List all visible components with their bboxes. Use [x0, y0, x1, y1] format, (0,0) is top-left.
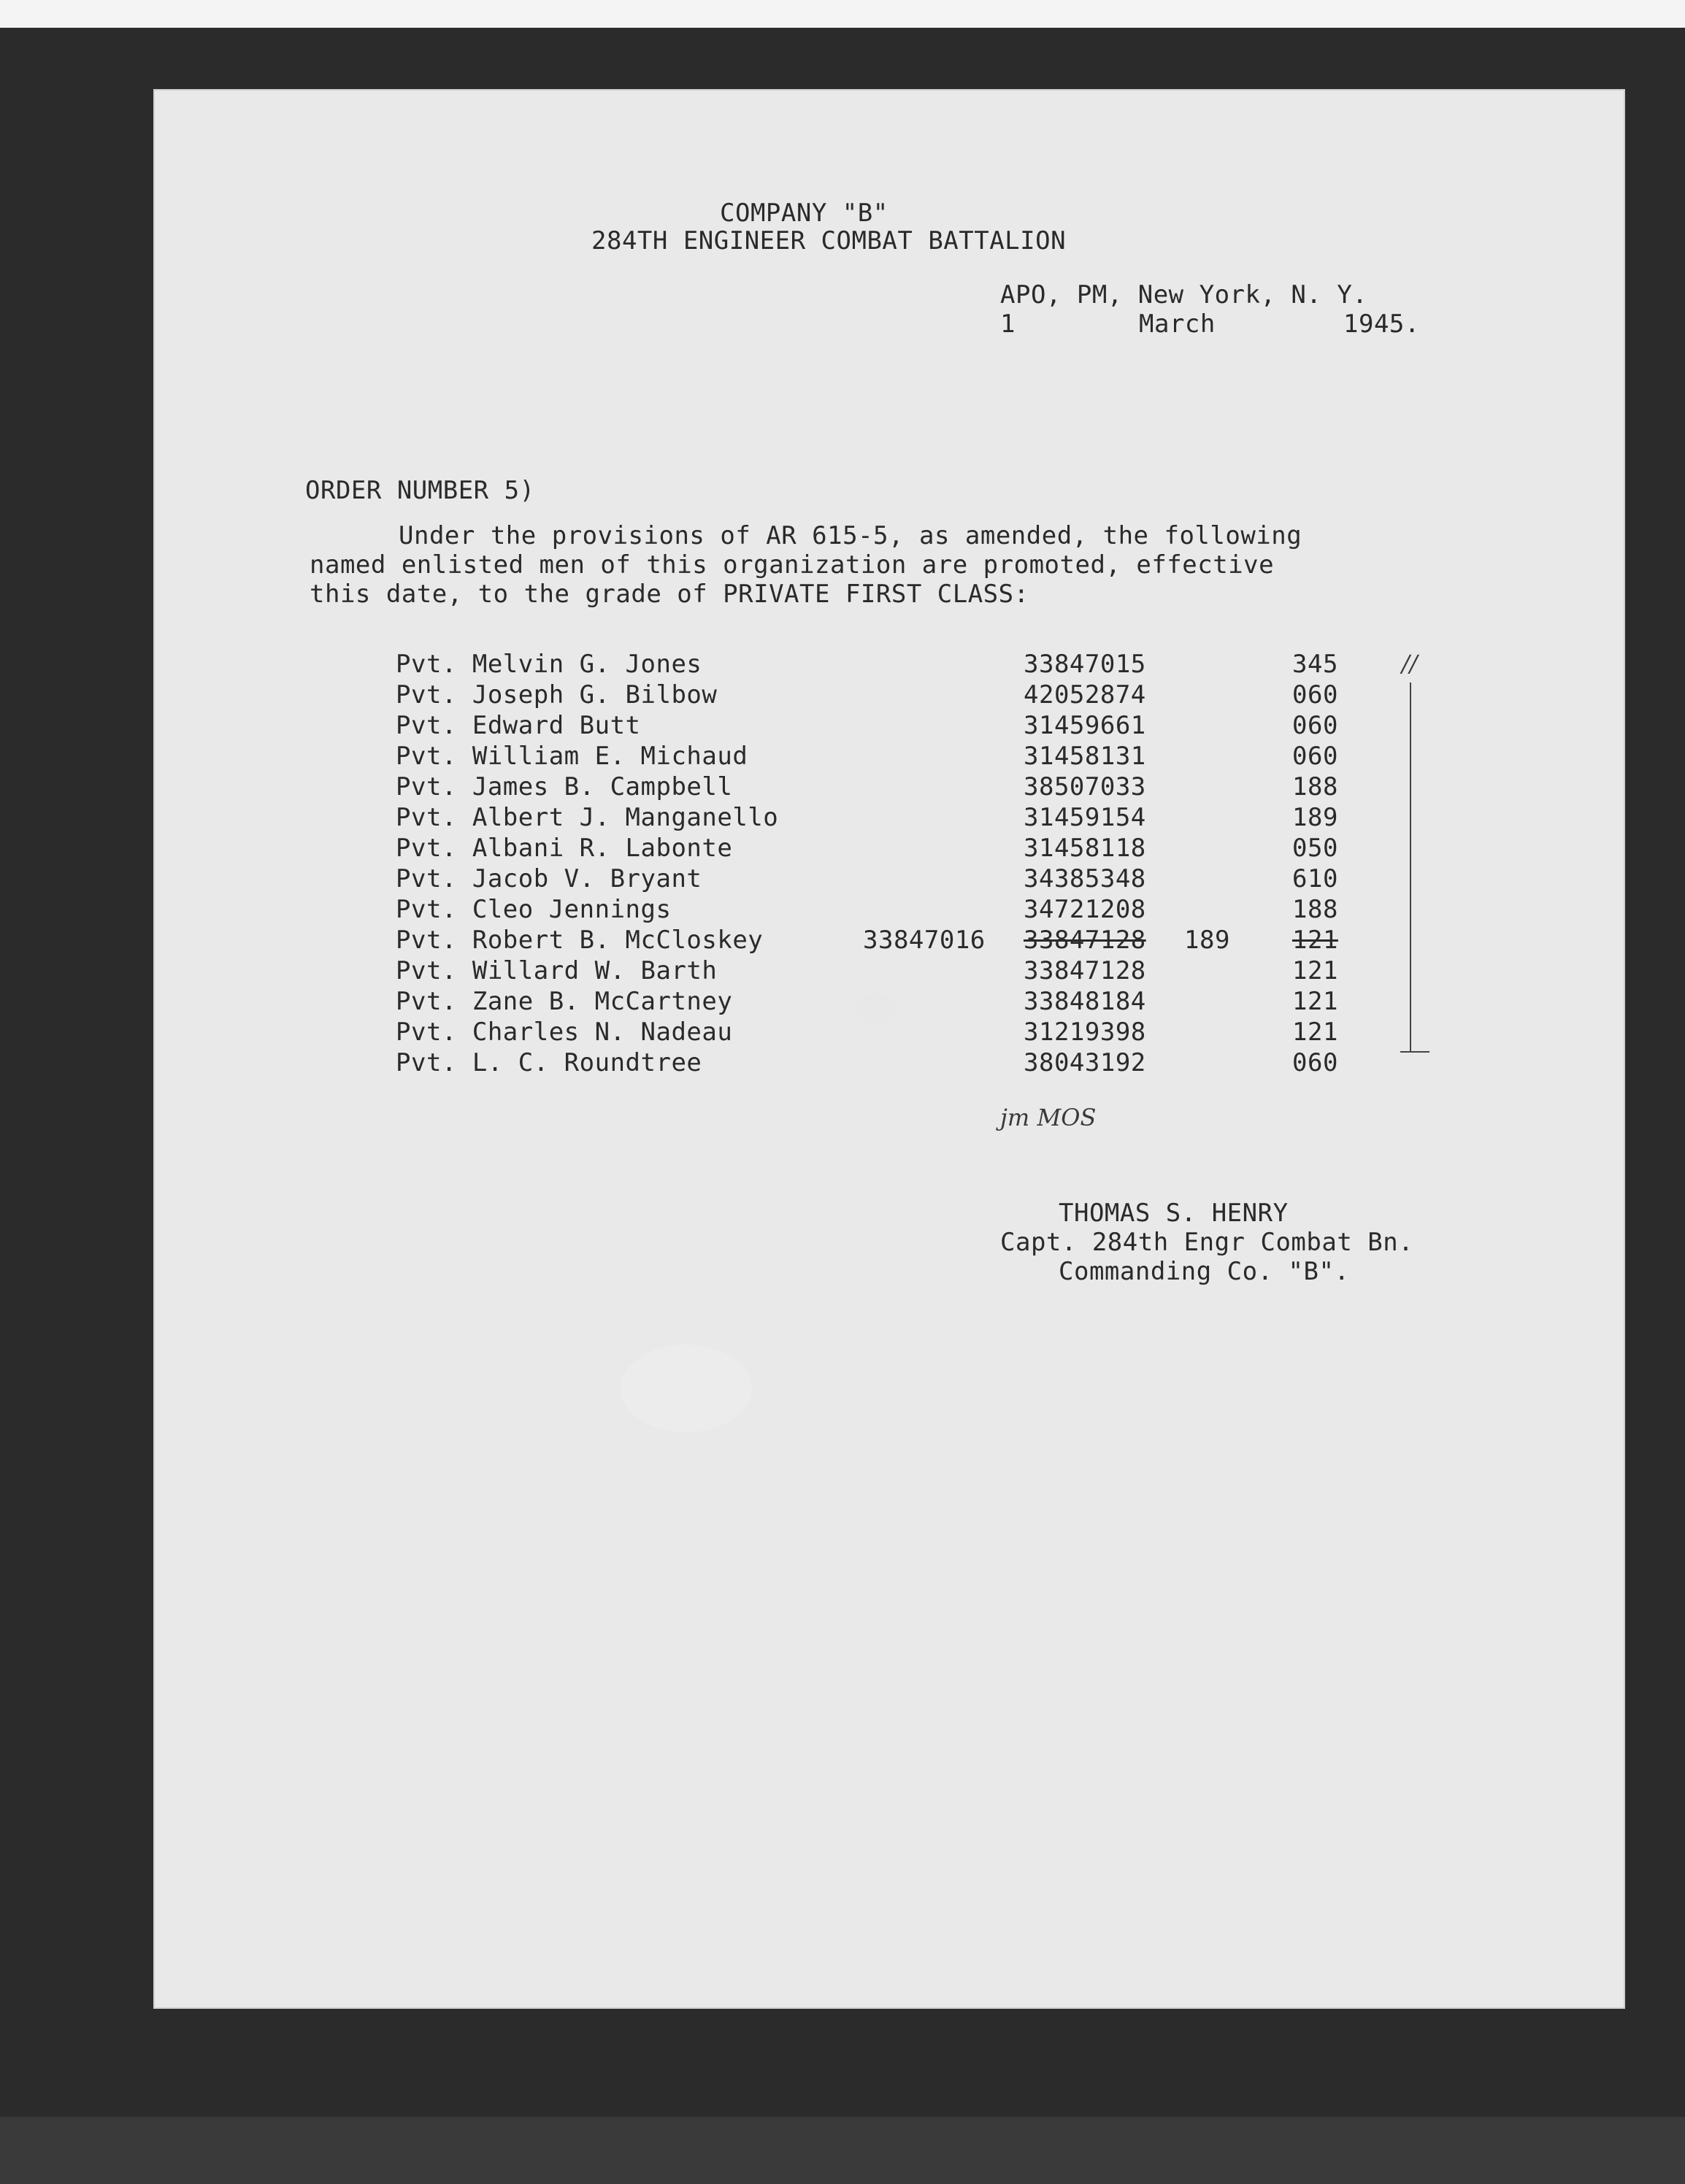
initials-annotation: jm MOS — [1000, 1104, 1097, 1131]
roster-serial: 31459661 — [1024, 711, 1146, 740]
scan-speckle — [621, 1345, 752, 1432]
roster-name: Pvt. Albani R. Labonte — [396, 834, 733, 863]
roster-mos-struck: 121 — [1292, 926, 1338, 955]
order-number: ORDER NUMBER 5) — [305, 476, 535, 505]
roster-serial: 31459154 — [1024, 803, 1146, 832]
bracket-line — [1410, 682, 1411, 1051]
roster-row — [396, 987, 1491, 1018]
roster-serial: 31458118 — [1024, 834, 1146, 863]
roster-serial: 38043192 — [1024, 1048, 1146, 1077]
roster-serial: 33847015 — [1024, 650, 1146, 679]
roster-name: Pvt. Zane B. McCartney — [396, 987, 733, 1016]
roster-name: Pvt. Joseph G. Bilbow — [396, 680, 718, 710]
signature-rank-unit: Capt. 284th Engr Combat Bn. — [1000, 1228, 1414, 1257]
roster-serial: 34721208 — [1024, 895, 1146, 924]
scan-border-bottom — [0, 2117, 1685, 2184]
roster-row — [396, 1018, 1491, 1048]
roster-name: Pvt. L. C. Roundtree — [396, 1048, 702, 1077]
roster-row-corrected — [396, 926, 1491, 956]
battalion-heading: 284TH ENGINEER COMBAT BATTALION — [591, 226, 1067, 255]
roster-mos: 121 — [1292, 987, 1338, 1016]
roster-row — [396, 803, 1491, 834]
roster-mos: 121 — [1292, 1018, 1338, 1047]
roster-mos: 050 — [1292, 834, 1338, 863]
roster-name: Pvt. Cleo Jennings — [396, 895, 672, 924]
bracket-foot — [1400, 1051, 1429, 1053]
roster-row — [396, 834, 1491, 864]
roster-row — [396, 895, 1491, 926]
roster-mos: 121 — [1292, 956, 1338, 985]
roster-mos: 060 — [1292, 680, 1338, 710]
roster-name: Pvt. Melvin G. Jones — [396, 650, 702, 679]
order-body-line-3: this date, to the grade of PRIVATE FIRST CLASS: — [310, 580, 1029, 609]
roster-mos: 345 — [1292, 650, 1338, 679]
roster-serial: 33847128 — [1024, 956, 1146, 985]
roster-serial: 38507033 — [1024, 772, 1146, 801]
roster-name: Pvt. Charles N. Nadeau — [396, 1018, 733, 1047]
roster-name: Pvt. Jacob V. Bryant — [396, 864, 702, 893]
roster-serial: 31219398 — [1024, 1018, 1146, 1047]
roster-serial: 34385348 — [1024, 864, 1146, 893]
roster-name: Pvt. Albert J. Manganello — [396, 803, 779, 832]
roster-row — [396, 680, 1491, 711]
scan-border-top — [0, 0, 1685, 28]
signature-role: Commanding Co. "B". — [1059, 1257, 1350, 1286]
roster-serial: 33848184 — [1024, 987, 1146, 1016]
location-line: APO, PM, New York, N. Y. — [1000, 280, 1368, 309]
roster-serial: 42052874 — [1024, 680, 1146, 710]
roster-list — [396, 650, 1491, 1102]
company-heading: COMPANY "B" — [720, 199, 888, 228]
roster-serial-correction: 33847016 — [863, 926, 986, 955]
roster-mos: 060 — [1292, 1048, 1338, 1077]
order-body-line-2: named enlisted men of this organization are promoted, effective — [310, 550, 1275, 580]
roster-name: Pvt. Edward Butt — [396, 711, 641, 740]
roster-serial: 31458131 — [1024, 742, 1146, 771]
tick-marks-annotation: // — [1402, 650, 1418, 677]
date-year: 1945. — [1343, 309, 1420, 339]
roster-name: Pvt. Willard W. Barth — [396, 956, 718, 985]
roster-row — [396, 956, 1491, 987]
signature-name: THOMAS S. HENRY — [1059, 1199, 1289, 1228]
roster-row — [396, 650, 1491, 680]
date-month: March — [1139, 309, 1216, 339]
roster-row — [396, 711, 1491, 742]
order-body-line-1: Under the provisions of AR 615-5, as amended, the following — [399, 521, 1302, 550]
date-day: 1 — [1000, 309, 1016, 339]
roster-name: Pvt. James B. Campbell — [396, 772, 733, 801]
scan-speckle — [854, 994, 898, 1023]
roster-mos: 610 — [1292, 864, 1338, 893]
roster-row — [396, 772, 1491, 803]
roster-row — [396, 864, 1491, 895]
roster-mos: 060 — [1292, 742, 1338, 771]
document-page — [153, 89, 1625, 2009]
roster-name: Pvt. Robert B. McCloskey — [396, 926, 764, 955]
roster-row — [396, 1048, 1491, 1079]
roster-mos-correction: 189 — [1184, 926, 1230, 955]
roster-mos: 188 — [1292, 895, 1338, 924]
roster-serial-struck: 33847128 — [1024, 926, 1146, 955]
roster-row — [396, 742, 1491, 772]
roster-mos: 060 — [1292, 711, 1338, 740]
roster-name: Pvt. William E. Michaud — [396, 742, 748, 771]
roster-mos: 189 — [1292, 803, 1338, 832]
roster-mos: 188 — [1292, 772, 1338, 801]
